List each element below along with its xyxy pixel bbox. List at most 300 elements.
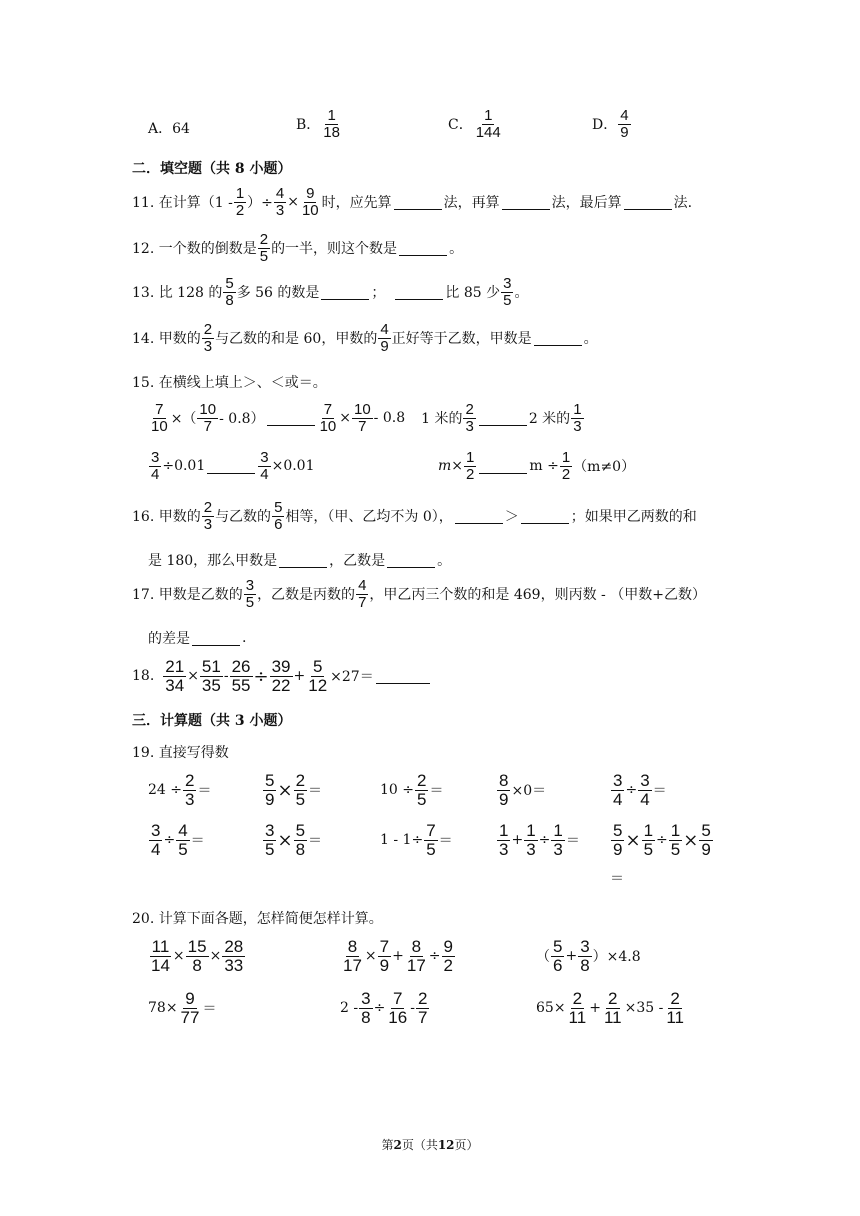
- calc-item: [610, 822, 714, 859]
- question-17-cont: [148, 628, 800, 648]
- operator: -: [223, 668, 229, 685]
- numerator: 7: [379, 937, 390, 956]
- denominator: 5: [295, 789, 306, 809]
- numerator: 1: [235, 185, 245, 202]
- calc-item: [340, 990, 430, 1027]
- fraction: [378, 322, 390, 355]
- q19-text: 19. 直接写得数: [132, 745, 229, 761]
- denominator: 12: [308, 675, 328, 695]
- numerator: 1: [526, 821, 536, 840]
- option-a: [148, 118, 190, 138]
- q16-text: 是 180，那么甲数是: [148, 553, 278, 569]
- expr-text: - 0.8）: [219, 411, 265, 428]
- expr-text: 65×: [536, 1000, 566, 1017]
- q16-text: 相等，（甲、乙均不为 0），: [285, 509, 453, 526]
- numerator: 1: [573, 401, 582, 418]
- operator: ＝: [202, 1001, 217, 1018]
- q15-expression-3: [438, 450, 635, 483]
- calc-item: [148, 990, 216, 1027]
- q18-text: ×27＝: [330, 669, 374, 686]
- numerator: 4: [275, 185, 285, 202]
- fraction: [294, 772, 307, 809]
- operator: ×: [209, 948, 222, 965]
- q13-text: 13. 比 128 的: [132, 285, 223, 302]
- operator: ×: [683, 829, 699, 851]
- expr-text: ×35 -: [624, 1000, 664, 1017]
- denominator: 9: [620, 123, 629, 141]
- fraction: [551, 938, 564, 975]
- q15-expression-1: [148, 402, 585, 435]
- option-b: [296, 108, 343, 141]
- operator: ÷: [373, 1000, 386, 1017]
- calc-item: [262, 822, 322, 859]
- question-19: [132, 742, 800, 762]
- section-title-text: 三．计算题（共 3 小题）: [132, 713, 292, 729]
- q13-text: ；: [371, 285, 386, 302]
- numerator: 2: [670, 989, 680, 1008]
- calc-item: [536, 990, 687, 1027]
- denominator: 8: [580, 955, 590, 975]
- denominator: 11: [603, 1007, 622, 1027]
- footer-page-number: 2: [393, 1138, 402, 1152]
- fraction: [222, 938, 245, 975]
- denominator: 10: [151, 417, 168, 435]
- operator: +: [565, 948, 578, 965]
- fraction: [378, 938, 391, 975]
- fraction: [578, 938, 591, 975]
- denominator: 33: [224, 955, 244, 975]
- answer-blank[interactable]: [387, 553, 435, 568]
- denominator: 6: [553, 955, 563, 975]
- option-c-fraction: [474, 108, 503, 141]
- fraction: [611, 822, 624, 859]
- q14-text: 与乙数的和是 60，甲数的: [215, 331, 378, 348]
- question-13: [132, 276, 800, 309]
- operator: ＝: [308, 833, 323, 850]
- fraction: [234, 186, 246, 219]
- fraction: [163, 658, 186, 695]
- operator: ×: [364, 948, 377, 965]
- answer-blank[interactable]: [395, 285, 443, 300]
- numerator: 1: [466, 449, 475, 466]
- calc-item: [340, 938, 456, 975]
- numerator: 3: [640, 771, 650, 790]
- numerator: 2: [465, 401, 474, 418]
- numerator: 4: [620, 107, 629, 124]
- denominator: 5: [670, 839, 681, 859]
- numerator: 4: [358, 577, 367, 594]
- fraction: [463, 402, 475, 435]
- option-c: [448, 108, 504, 141]
- option-d-fraction: [618, 108, 630, 141]
- fraction: [186, 938, 209, 975]
- denominator: 2: [561, 465, 571, 483]
- denominator: 3: [526, 839, 536, 859]
- fraction: [638, 772, 651, 809]
- numerator: 3: [580, 937, 590, 956]
- denominator: 5: [426, 839, 436, 859]
- numerator: 1: [499, 821, 509, 840]
- numerator: 1: [561, 449, 571, 466]
- numerator: 7: [155, 401, 164, 418]
- calc-item: [148, 822, 205, 859]
- operator: ÷: [428, 948, 441, 965]
- answer-blank[interactable]: [399, 241, 447, 256]
- operator: +: [589, 1000, 601, 1017]
- denominator: 3: [185, 789, 195, 809]
- numerator: 7: [426, 821, 436, 840]
- operator: ）÷: [247, 195, 273, 212]
- q17-text: ，甲乙丙三个数的和是 469，则丙数 - （甲数+乙数）: [369, 587, 706, 604]
- numerator: 2: [417, 771, 427, 790]
- answer-blank[interactable]: [479, 411, 527, 426]
- denominator: 5: [259, 247, 269, 265]
- operator: ＝: [429, 783, 444, 800]
- expr-text: （: [536, 949, 550, 966]
- numerator: 2: [295, 771, 306, 790]
- fraction: [560, 450, 572, 483]
- numerator: 5: [295, 821, 306, 840]
- denominator: 10: [319, 417, 337, 435]
- denominator: 9: [499, 789, 509, 809]
- calc-item: [380, 772, 443, 809]
- q20-text: 20. 计算下面各题，怎样简便怎样计算。: [132, 911, 383, 927]
- numerator: 2: [572, 989, 583, 1008]
- fraction: [424, 822, 437, 859]
- numerator: 3: [503, 275, 512, 292]
- q14-text: 。: [583, 331, 598, 348]
- numerator: 1: [670, 821, 681, 840]
- fraction: [699, 822, 712, 859]
- expr-text: m×: [438, 458, 464, 475]
- operator: ÷: [625, 782, 638, 799]
- operator: -: [410, 1000, 415, 1017]
- expr-text: 1 - 1÷: [380, 832, 424, 849]
- numerator: 5: [274, 499, 283, 516]
- q14-text: 正好等于乙数，甲数是: [391, 331, 532, 348]
- calc-item: [496, 772, 546, 809]
- fraction: [405, 938, 428, 975]
- numerator: 7: [393, 989, 403, 1008]
- denominator: 11: [568, 1007, 587, 1027]
- question-17: [132, 578, 800, 611]
- numerator: 9: [185, 989, 195, 1008]
- fraction: [501, 276, 513, 309]
- operator: ÷: [538, 832, 551, 849]
- fraction: [306, 658, 329, 695]
- question-18: [132, 658, 800, 695]
- expr-text: ×0.01: [271, 458, 315, 475]
- fraction: [415, 772, 428, 809]
- operator: ×: [287, 194, 299, 211]
- fraction: [149, 938, 172, 975]
- numerator: 5: [225, 275, 234, 292]
- fraction: [230, 658, 253, 695]
- fraction: [263, 772, 276, 809]
- footer-total-pages: 12: [437, 1138, 455, 1152]
- fraction: [551, 822, 564, 859]
- denominator: 6: [274, 515, 283, 533]
- footer-text: 页（共: [401, 1138, 438, 1152]
- denominator: 34: [165, 675, 185, 695]
- operator: ＝: [190, 833, 205, 850]
- numerator: 2: [203, 321, 213, 338]
- denominator: 3: [275, 201, 285, 219]
- calc-item: [262, 772, 322, 809]
- denominator: 9: [379, 955, 390, 975]
- fraction: [149, 402, 170, 435]
- q17-text: 的差是: [148, 631, 190, 647]
- fraction: [602, 990, 624, 1027]
- q14-text: 14. 甲数的: [132, 331, 201, 348]
- denominator: 9: [701, 839, 711, 859]
- numerator: 3: [260, 449, 269, 466]
- numerator: 2: [417, 989, 428, 1008]
- expr-text: ）×4.8: [592, 949, 641, 966]
- denominator: 4: [151, 465, 160, 483]
- q11-text: 时，应先算: [321, 195, 392, 212]
- numerator: 3: [265, 821, 275, 840]
- denominator: 4: [260, 465, 269, 483]
- operator: ＝: [652, 783, 667, 800]
- denominator: 10: [301, 201, 319, 219]
- denominator: 5: [643, 839, 654, 859]
- section-fill-title: [132, 158, 800, 178]
- calc-item: [496, 822, 580, 859]
- denominator: 3: [465, 417, 474, 435]
- question-11: [132, 186, 800, 219]
- fraction: [244, 578, 256, 611]
- question-16-cont: [148, 550, 800, 570]
- q11-text: 法.: [673, 195, 693, 212]
- numerator: 5: [701, 821, 711, 840]
- fraction: [642, 822, 655, 859]
- numerator: 2: [185, 771, 195, 790]
- fraction: [664, 990, 686, 1027]
- numerator: 21: [165, 657, 185, 676]
- q16-text: 16. 甲数的: [132, 509, 201, 526]
- numerator: 2: [608, 989, 618, 1008]
- answer-blank[interactable]: [534, 331, 582, 346]
- q12-text: 12. 一个数的倒数是: [132, 241, 257, 258]
- page-footer: [0, 1136, 860, 1153]
- denominator: 8: [225, 291, 234, 309]
- numerator: 51: [201, 657, 221, 676]
- expr-text: 78×: [148, 1000, 178, 1017]
- answer-blank[interactable]: [502, 195, 550, 210]
- q17-text: 17. 甲数是乙数的: [132, 587, 243, 604]
- expr-text: （m≠0）: [573, 459, 636, 476]
- numerator: 4: [380, 321, 389, 338]
- operator: ＝: [438, 833, 453, 850]
- fraction: [200, 658, 223, 695]
- operator: ×: [277, 829, 293, 851]
- operator: ＝: [610, 871, 624, 887]
- denominator: 2: [466, 465, 475, 483]
- footer-text: 第: [381, 1138, 394, 1152]
- numerator: 10: [353, 401, 371, 418]
- answer-blank[interactable]: [207, 459, 255, 474]
- option-c-label: C．: [448, 117, 473, 134]
- expr-text: m ÷: [529, 458, 559, 475]
- q18-text: 18.: [132, 668, 155, 685]
- fraction: [341, 938, 364, 975]
- section-title-text: 二．填空题（共 8 小题）: [132, 161, 292, 177]
- option-d-label: D．: [592, 117, 618, 134]
- denominator: 22: [271, 675, 291, 695]
- denominator: 17: [406, 955, 426, 975]
- option-a-text: A．64: [148, 121, 190, 137]
- fraction: [272, 500, 284, 533]
- answer-blank[interactable]: [394, 195, 442, 210]
- fraction: [359, 990, 372, 1027]
- operator: +: [511, 832, 524, 849]
- numerator: 28: [224, 937, 244, 956]
- q16-text: 与乙数的: [215, 509, 272, 526]
- denominator: 14: [151, 955, 170, 975]
- fraction: [223, 276, 235, 309]
- denominator: 3: [203, 515, 213, 533]
- q13-text: 。: [514, 285, 529, 302]
- operator: ÷: [253, 665, 269, 687]
- fraction: [176, 822, 189, 859]
- denominator: 2: [443, 955, 453, 975]
- denominator: 5: [503, 291, 512, 309]
- operator: ÷: [656, 832, 668, 849]
- fraction: [669, 822, 682, 859]
- denominator: 77: [180, 1007, 200, 1027]
- fraction: [202, 322, 214, 355]
- numerator: 8: [499, 771, 509, 790]
- fraction: [318, 402, 339, 435]
- question-20: [132, 908, 800, 928]
- fraction: [386, 990, 409, 1027]
- fraction: [567, 990, 589, 1027]
- calc-item: [148, 772, 211, 809]
- fraction: [464, 450, 476, 483]
- denominator: 144: [475, 123, 501, 141]
- denominator: 4: [151, 839, 161, 859]
- answer-blank[interactable]: [279, 553, 327, 568]
- answer-blank[interactable]: [624, 195, 672, 210]
- fraction: [258, 450, 270, 483]
- denominator: 3: [573, 417, 582, 435]
- fraction: [197, 402, 218, 435]
- q16-text: 。: [437, 553, 452, 569]
- expr-text: ×0＝: [511, 783, 547, 800]
- numerator: 2: [203, 499, 213, 516]
- denominator: 3: [499, 839, 509, 859]
- expr-text: 2 -: [340, 1000, 359, 1017]
- calc-item: [148, 938, 246, 975]
- fraction: [524, 822, 537, 859]
- denominator: 2: [235, 201, 245, 219]
- q15-text: 15. 在横线上填上＞、＜或＝。: [132, 375, 327, 391]
- numerator: 15: [187, 937, 207, 956]
- q16-text: ，乙数是: [329, 553, 386, 569]
- answer-blank[interactable]: [376, 669, 430, 684]
- operator: ＝: [565, 833, 580, 850]
- numerator: 3: [151, 821, 161, 840]
- footer-text: 页）: [454, 1138, 479, 1152]
- answer-blank[interactable]: [479, 459, 527, 474]
- numerator: 5: [312, 657, 323, 676]
- denominator: 8: [361, 1007, 371, 1027]
- question-16: [132, 500, 800, 533]
- operator: +: [392, 948, 404, 965]
- denominator: 5: [245, 593, 255, 611]
- denominator: 55: [231, 675, 251, 695]
- fraction: [149, 450, 161, 483]
- answer-blank[interactable]: [455, 509, 503, 524]
- numerator: 7: [323, 401, 333, 418]
- operator: ×: [277, 779, 293, 801]
- denominator: 4: [613, 789, 623, 809]
- numerator: 5: [613, 821, 623, 840]
- denominator: 8: [192, 955, 202, 975]
- calc-item: [610, 772, 667, 809]
- answer-blank[interactable]: [521, 509, 569, 524]
- fraction: [294, 822, 307, 859]
- expr-text: ×: [339, 410, 351, 427]
- fraction: [571, 402, 583, 435]
- q12-text: 。: [449, 241, 464, 258]
- numerator: 8: [411, 937, 422, 956]
- q11-text: 法，最后算: [551, 195, 622, 212]
- option-d: [592, 108, 632, 141]
- numerator: 3: [361, 989, 371, 1008]
- option-b-label: B．: [296, 117, 321, 134]
- denominator: 9: [265, 789, 275, 809]
- q11-text: 11. 在计算（1 -: [132, 195, 233, 212]
- q13-text: 比 85 少: [445, 285, 501, 302]
- expr-text: ×（: [170, 411, 197, 428]
- q11-text: 法，再算: [443, 195, 500, 212]
- answer-blank[interactable]: [267, 411, 315, 426]
- numerator: 1: [553, 821, 563, 840]
- question-15: [132, 372, 800, 392]
- numerator: 3: [245, 577, 255, 594]
- expr-text: 24 ÷: [148, 782, 182, 799]
- answer-blank[interactable]: [192, 631, 240, 646]
- operator: ×: [625, 829, 641, 851]
- numerator: 2: [259, 231, 269, 248]
- q16-text: ＞: [504, 509, 519, 526]
- numerator: 10: [199, 401, 217, 418]
- answer-blank[interactable]: [321, 285, 369, 300]
- calc-item: [380, 822, 453, 859]
- q15-expression-2: [148, 450, 315, 483]
- fraction: [149, 822, 162, 859]
- denominator: 7: [358, 417, 367, 435]
- fraction: [270, 658, 293, 695]
- fraction: [352, 402, 373, 435]
- denominator: 11: [666, 1007, 684, 1027]
- expr-text: - 0.8: [373, 410, 406, 427]
- numerator: 3: [613, 771, 623, 790]
- denominator: 9: [613, 839, 623, 859]
- numerator: 39: [271, 657, 291, 676]
- expr-text: ÷0.01: [162, 458, 206, 475]
- q13-text: 多 56 的数是: [236, 285, 320, 302]
- numerator: 9: [306, 185, 315, 202]
- fraction: [183, 772, 196, 809]
- option-b-fraction: [321, 108, 342, 141]
- operator: ＝: [308, 783, 323, 800]
- q12-text: 的一半，则这个数是: [271, 241, 398, 258]
- numerator: 1: [327, 107, 336, 124]
- denominator: 3: [203, 337, 213, 355]
